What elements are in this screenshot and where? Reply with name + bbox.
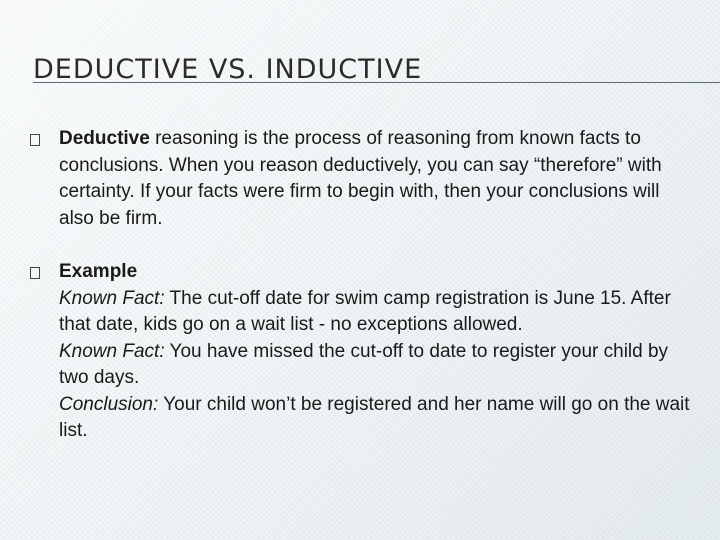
slide-title: DEDUCTIVE VS. INDUCTIVE [33,54,423,85]
example-heading: Example [59,261,138,282]
conclusion-label: Conclusion: [59,393,159,415]
known-fact-2-label: Known Fact: [59,340,165,362]
bullet-list [30,126,694,445]
known-fact-2 [59,339,694,392]
known-fact-1 [59,286,694,339]
bullet-square-icon [30,134,40,146]
conclusion-text: Your child won’t be registered and her name will go on the wait list. [59,393,690,441]
conclusion [59,392,694,445]
bullet-deductive-definition [30,126,694,232]
deductive-term: Deductive [59,128,150,149]
deductive-definition-text: reasoning is the process of reasoning from known facts to conclusions. When you reason deductively, you can say “therefore” with certainty. If your facts were firm to begin with, then your conclusions will also be firm. [59,128,662,229]
known-fact-1-label: Known Fact: [59,287,165,309]
title-underline [33,82,720,83]
bullet-example [30,259,694,445]
known-fact-1-text: The cut-off date for swim camp registration is June 15. After that date, kids go on a wait list - no exceptions allowed. [59,287,671,335]
bullet-square-icon [30,267,40,279]
known-fact-2-text: You have missed the cut-off to date to register your child by two days. [59,340,669,388]
